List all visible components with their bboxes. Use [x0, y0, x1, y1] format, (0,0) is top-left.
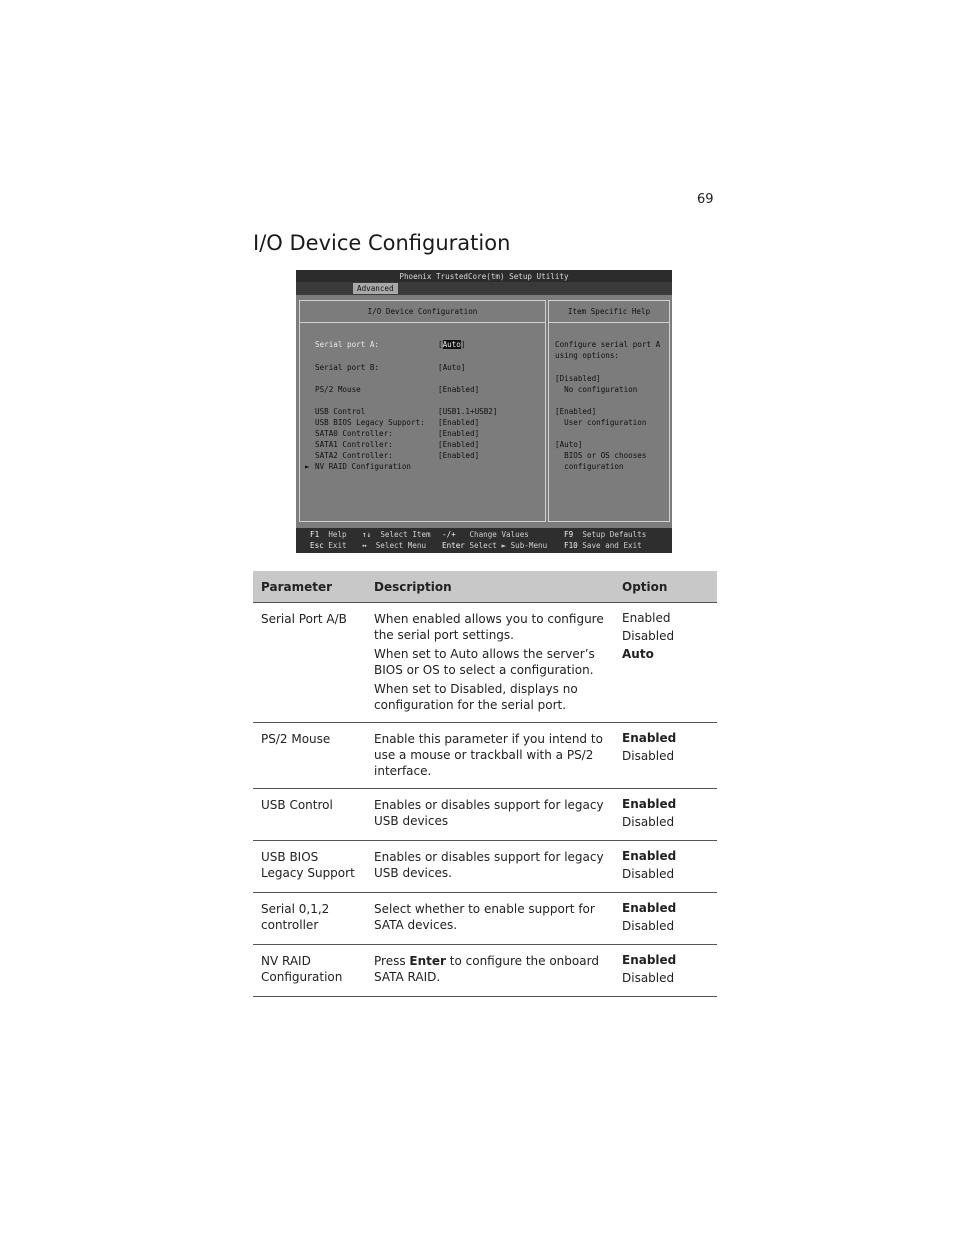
table-row — [253, 945, 717, 997]
enter-key-emphasis: Enter — [409, 954, 446, 968]
bios-footer-key: ↑↓ — [362, 530, 372, 539]
description-cell — [366, 723, 614, 789]
option-cell — [614, 841, 717, 893]
bios-setting-label: SATA0 Controller: — [315, 429, 393, 438]
bios-setting-label: Serial port A: — [315, 340, 380, 349]
bios-setting-label: NV RAID Configuration — [315, 462, 412, 471]
bios-setting-value[interactable]: [USB1.1+USB2] — [438, 407, 498, 416]
bios-footer-action: Change Values — [469, 530, 529, 539]
description-cell — [366, 841, 614, 893]
bios-setting-label: SATA2 Controller: — [315, 451, 393, 460]
option-cell — [614, 893, 717, 945]
table-header-row — [253, 571, 717, 603]
bios-main-panel-title: I/O Device Configuration — [300, 301, 545, 323]
bios-setting-ps2-mouse[interactable] — [300, 384, 545, 395]
description-cell — [366, 603, 614, 723]
bios-footer-action: Save and Exit — [582, 541, 642, 550]
bios-setting-value[interactable]: [Auto] — [438, 340, 466, 349]
bios-help-line: [Disabled] — [555, 374, 601, 383]
bios-setting-label: USB BIOS Legacy Support: — [315, 418, 425, 427]
option-default: Enabled — [622, 797, 677, 811]
bios-menubar — [296, 282, 672, 295]
parameter-table — [253, 571, 717, 997]
option-value: Disabled — [622, 919, 675, 933]
bios-help-line: Configure serial port A — [555, 340, 661, 349]
parameter-cell: Serial Port A/B — [253, 603, 366, 723]
bios-setting-value[interactable]: [Enabled] — [438, 385, 480, 394]
option-value: Disabled — [622, 867, 675, 881]
bios-setting-usb-control[interactable] — [300, 406, 545, 417]
bios-help-line: No configuration — [555, 385, 638, 394]
bios-main-panel — [299, 300, 546, 522]
description-text: Select whether to enable support for SATA devices. — [374, 902, 595, 932]
table-row — [253, 789, 717, 841]
description-text: Enable this parameter if you intend to use a mouse or trackball with a PS/2 interface. — [374, 732, 603, 778]
table-row — [253, 841, 717, 893]
bios-footer-item-setup-defaults — [564, 529, 646, 540]
bios-help-line: [Auto] — [555, 440, 583, 449]
table-row — [253, 893, 717, 945]
bios-setting-label: PS/2 Mouse — [315, 385, 361, 394]
page-number: 69 — [697, 192, 714, 207]
option-cell — [614, 723, 717, 789]
option-default: Enabled — [622, 731, 677, 745]
parameter-cell: PS/2 Mouse — [253, 723, 366, 789]
bios-help-panel-title: Item Specific Help — [549, 301, 669, 323]
header-option: Option — [614, 571, 717, 603]
bios-footer-action: Select Item — [380, 530, 431, 539]
bios-footer-key: -/+ — [442, 530, 456, 539]
description-text-part: Press — [374, 954, 410, 968]
description-text: When set to Disabled, displays no configuration for the serial port. — [374, 682, 578, 712]
description-cell — [366, 789, 614, 841]
description-cell — [366, 893, 614, 945]
description-text — [374, 953, 606, 985]
table-row — [253, 603, 717, 723]
bios-submenu-nv-raid[interactable] — [300, 461, 545, 472]
bios-footer-key: F9 — [564, 530, 574, 539]
bios-footer-key: F10 — [564, 541, 578, 550]
bios-setting-sata1[interactable] — [300, 439, 545, 450]
bios-footer-action: Setup Defaults — [582, 530, 647, 539]
bios-footer-item-esc — [310, 540, 347, 551]
bios-footer-item-select-item — [362, 529, 431, 540]
option-default: Enabled — [622, 849, 677, 863]
bios-footer-item-f1 — [310, 529, 347, 540]
description-text: When enabled allows you to configure the serial port settings. — [374, 612, 604, 642]
option-default: Auto — [622, 647, 654, 661]
bios-setting-value[interactable]: [Enabled] — [438, 418, 480, 427]
description-cell — [366, 945, 614, 997]
bios-footer-item-change-values — [442, 529, 529, 540]
bios-setting-value[interactable]: [Enabled] — [438, 440, 480, 449]
option-cell — [614, 945, 717, 997]
option-cell — [614, 789, 717, 841]
bios-footer-key: Esc — [310, 541, 324, 550]
option-default: Enabled — [622, 901, 677, 915]
description-text: Enables or disables support for legacy USB devices. — [374, 850, 604, 880]
option-value: Disabled — [622, 971, 675, 985]
bios-setting-sata0[interactable] — [300, 428, 545, 439]
bios-setting-sata2[interactable] — [300, 450, 545, 461]
parameter-cell: USB Control — [253, 789, 366, 841]
bios-help-line: User configuration — [555, 418, 647, 427]
description-text-part: to configure the onboard SATA RAID. — [374, 954, 599, 984]
bios-help-line: BIOS or OS chooses — [555, 451, 647, 460]
header-description: Description — [366, 571, 614, 603]
description-text: When set to Auto allows the server’s BIOS or OS to select a configuration. — [374, 647, 595, 677]
bios-setting-value[interactable]: [Enabled] — [438, 451, 480, 460]
bios-title: Phoenix TrustedCore(tm) Setup Utility — [296, 270, 672, 282]
bios-footer-key: F1 — [310, 530, 320, 539]
header-parameter: Parameter — [253, 571, 366, 603]
option-default: Enabled — [622, 953, 677, 967]
bios-footer-action: Select ► Sub-Menu — [469, 541, 548, 550]
parameter-cell: Serial 0,1,2 controller — [253, 893, 366, 945]
table-row — [253, 723, 717, 789]
bios-footer-key: ↔ — [362, 541, 367, 550]
bios-footer — [296, 528, 672, 553]
parameter-cell: USB BIOS Legacy Support — [253, 841, 366, 893]
bios-help-line: using options: — [555, 351, 620, 360]
bios-setting-label: SATA1 Controller: — [315, 440, 393, 449]
submenu-arrow-icon: ► — [305, 462, 310, 471]
bios-help-panel — [548, 300, 670, 522]
bios-footer-item-select-menu — [362, 540, 426, 551]
bios-setting-value[interactable]: [Enabled] — [438, 429, 480, 438]
bios-help-line: [Enabled] — [555, 407, 597, 416]
bios-footer-item-save-exit — [564, 540, 642, 551]
bios-footer-action: Exit — [328, 541, 347, 550]
bios-setting-value[interactable]: [Auto] — [438, 363, 466, 372]
bios-footer-action: Help — [328, 530, 347, 539]
description-text: Enables or disables support for legacy USB devices — [374, 798, 604, 828]
bios-tab-advanced[interactable]: Advanced — [353, 283, 398, 294]
option-cell — [614, 603, 717, 723]
bios-setting-label: Serial port B: — [315, 363, 380, 372]
option-value: Enabled — [622, 611, 671, 625]
option-value: Disabled — [622, 629, 675, 643]
bios-footer-key: Enter — [442, 541, 465, 550]
parameter-cell: NV RAID Configuration — [253, 945, 366, 997]
bios-footer-action: Select Menu — [375, 541, 427, 550]
bios-screenshot — [296, 270, 672, 553]
bios-setting-usb-bios-legacy[interactable] — [300, 417, 545, 428]
bios-selected-value: Auto — [442, 340, 461, 349]
bios-help-line: configuration — [555, 462, 624, 471]
option-value: Disabled — [622, 749, 675, 763]
bios-setting-serial-port-b[interactable] — [300, 362, 545, 373]
bios-footer-item-enter — [442, 540, 547, 551]
bios-setting-label: USB Control — [315, 407, 366, 416]
option-value: Disabled — [622, 815, 675, 829]
section-title: I/O Device Configuration — [253, 231, 511, 255]
bios-setting-serial-port-a[interactable] — [300, 339, 545, 350]
